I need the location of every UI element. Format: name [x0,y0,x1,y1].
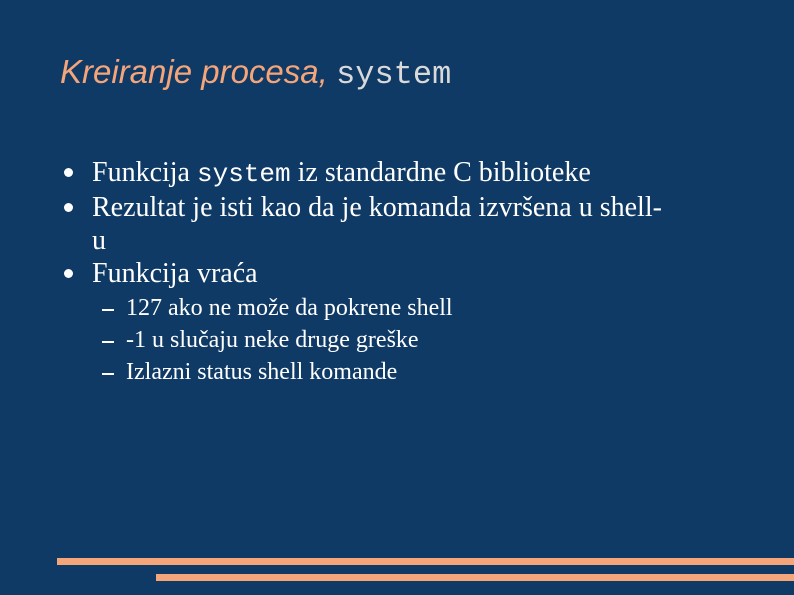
bullet-text-pre: Funkcija [92,157,197,188]
bullet-text: Funkcija vraća [92,258,258,289]
bullet-item [60,191,772,257]
dash-icon [102,373,114,375]
footer-accent-bar [57,558,794,565]
slide-title-code: system [336,56,452,93]
sub-list [60,292,760,388]
slide-content [60,156,760,388]
slide-title-text: Kreiranje procesa, [60,53,328,90]
bullet-code: system [197,159,291,189]
footer-accent-bar-secondary [156,574,794,581]
sub-list-item [60,356,760,388]
sub-item-text: 127 ako ne može da pokrene shell [126,295,453,321]
dash-icon [102,341,114,343]
bullet-item [60,257,760,290]
bullet-text-post: iz standardne C biblioteke [290,157,591,188]
sub-item-text: -1 u slučaju neke druge greške [126,327,419,353]
bullet-item [60,156,760,191]
bullet-text-line2: u [92,225,106,256]
bullet-dot-icon [64,269,73,278]
bullet-text-line1: Rezultat je isti kao da je komanda izvršena u shell- [92,192,662,223]
sub-list-item [60,324,760,356]
bullet-dot-icon [64,203,73,212]
sub-list-item [60,292,760,324]
sub-item-text: Izlazni status shell komande [126,359,398,385]
slide-title [60,50,451,97]
bullet-dot-icon [64,168,73,177]
dash-icon [102,309,114,311]
